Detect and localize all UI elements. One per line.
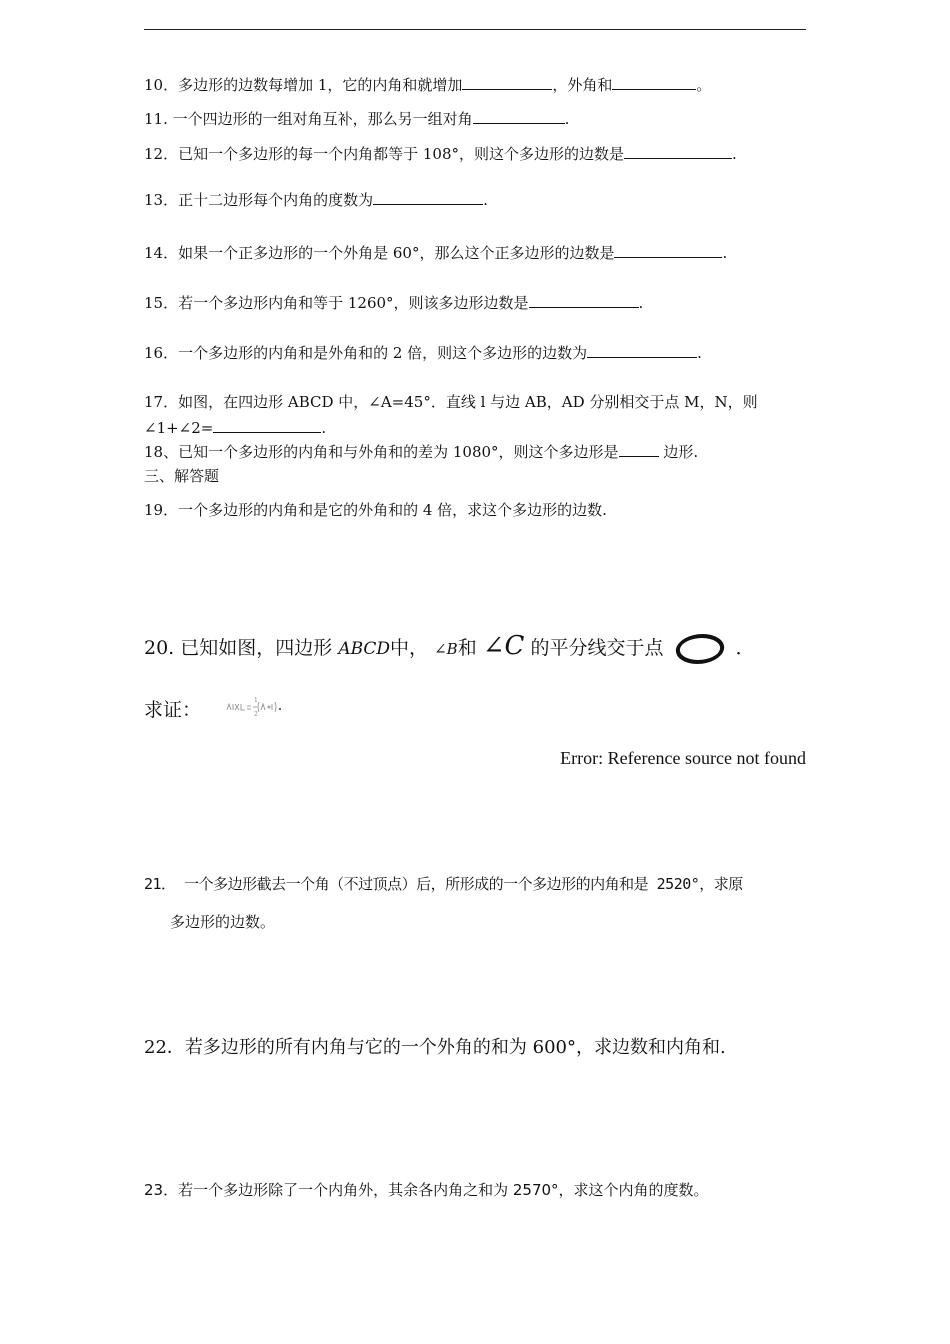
question-18-text-b: 边形. [658,443,699,461]
question-14-text-b: . [722,244,728,262]
angle-c-label: ∠C [482,631,525,661]
question-22: 22．若多边形的所有内角与它的一个外角的和为 600°，求边数和内角和. [144,1037,726,1058]
question-21-line-2: 多边形的边数。 [170,913,276,931]
question-19: 19．一个多边形的内角和是它的外角和的 4 倍，求这个多边形的边数. [144,501,607,519]
answer-blank[interactable] [624,143,732,159]
question-13-text-b: . [483,191,488,209]
answer-blank[interactable] [213,417,321,433]
question-13-text: 13．正十二边形每个内角的度数为 [144,191,374,209]
question-16-text: 16．一个多边形的内角和是外角和的 2 倍，则这个多边形的边数为 [144,344,588,362]
answer-blank[interactable] [473,108,565,124]
answer-blank[interactable] [462,74,552,90]
question-20-and: 和 [457,637,477,659]
svg-text:1: 1 [254,697,258,704]
question-20-end: ． [735,637,755,659]
answer-blank[interactable] [587,342,697,358]
question-16-text-b: . [697,344,702,362]
question-17-line-1 [144,392,758,412]
question-21-line-1: 21． 一个多边形截去一个角（不过顶点）后，所形成的一个多边形的内角和是 2520°，求原 [144,875,743,893]
question-11-text: 11. 一个四边形的一组对角互补，那么另一组对角 [144,110,473,128]
answer-blank[interactable] [619,441,659,457]
question-23: 23．若一个多边形除了一个内角外，其余各内角之和为 2570°，求这个内角的度数。 [144,1181,709,1199]
answer-blank[interactable] [373,189,483,205]
answer-blank[interactable] [529,292,639,308]
question-17-line-2 [144,417,326,438]
question-12-text-b: . [732,145,737,163]
question-10-text-c: 。 [696,76,712,94]
section-heading: 三、解答题 [144,467,220,485]
question-15 [144,292,643,313]
question-10-text-b: ，外角和 [552,76,613,94]
question-14-text: 14．如果一个正多边形的一个外角是 60°，那么这个正多边形的边数是 [144,244,615,262]
answer-blank[interactable] [614,242,722,258]
proof-statement [144,688,285,734]
question-11-text-b: . [564,110,570,128]
question-17-text-b: ∠1+∠2= [144,419,214,437]
question-16 [144,342,702,363]
answer-blank[interactable] [612,74,696,90]
angle-b-label: ∠B [434,640,458,658]
question-20-text-c: 的平分线交于点 [530,637,664,659]
question-14 [144,242,727,263]
question-17-text: 17．如图，在四边形 ABCD 中，∠A=45°．直线 l 与边 AB，AD 分别相交于点 M，N，则 [144,393,758,411]
error-reference-text: Error: Reference source not found [560,748,806,768]
question-15-text-b: . [638,294,644,312]
question-20 [144,632,755,664]
question-12-text: 12．已知一个多边形的每一个内角都等于 108°，则这个多边形的边数是 [144,145,624,163]
question-12 [144,143,737,164]
question-15-text: 15．若一个多边形内角和等于 1260°，则该多边形边数是 [144,294,529,312]
proof-label: 求证： [144,699,202,721]
point-o-symbol [673,634,726,664]
question-11 [144,108,569,129]
quadrilateral-label: ABCD [338,639,391,659]
header-rule [144,29,806,30]
question-10-text: 10．多边形的边数每增加 1，它的内角和就增加 [144,76,463,94]
question-17-text-c: . [321,419,327,437]
svg-text:2: 2 [254,711,258,718]
question-13 [144,189,488,210]
formula-image [225,688,285,734]
question-20-text-b: 中， [390,637,429,659]
question-20-text: 20. 已知如图，四边形 [144,637,333,659]
question-18-text: 18、已知一个多边形的内角和与外角和的差为 1080°，则这个多边形是 [144,443,619,461]
question-18 [144,441,698,462]
question-10 [144,74,711,95]
